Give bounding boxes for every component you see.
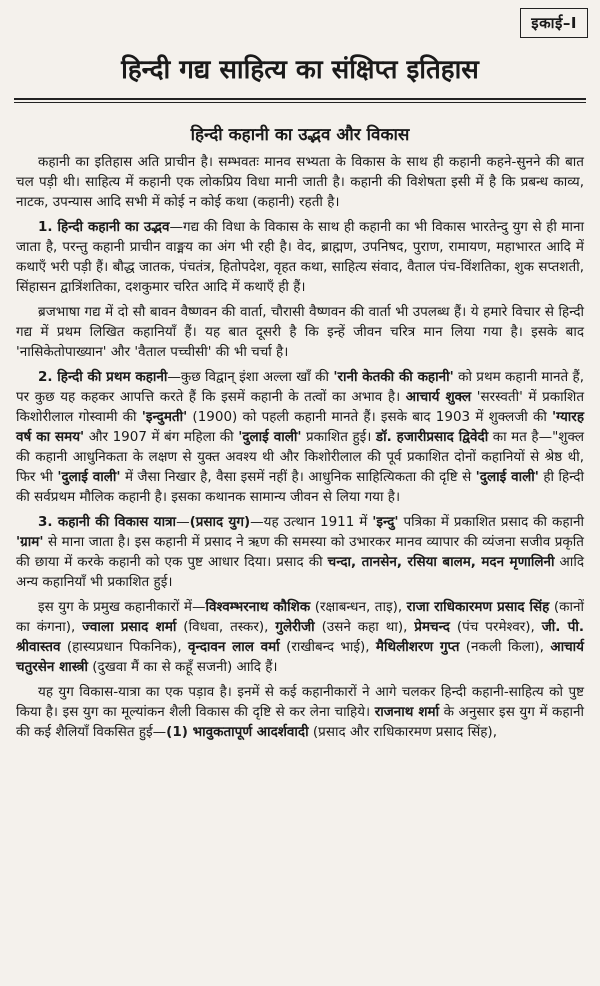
text: — [176, 514, 190, 530]
title-rule [14, 98, 586, 100]
text: (प्रसाद और राधिकारमण प्रसाद सिंह), [308, 724, 497, 740]
emph: 'दुलाई वाली' [57, 469, 121, 485]
emph: गुलेरीजी [275, 619, 315, 635]
paragraph-evaluation [16, 682, 584, 742]
text: का मत है—"शुक्ल की कहानी आधुनिकता के लक्षण से युक्त अवश्य थी और किशोरीलाल की पूर्व प्रकाशित दोनों कहानियों से श्रेष्ठ थी, फिर भी [16, 429, 584, 485]
text: (पंच परमेश्वर), [449, 619, 542, 635]
text: (रक्षाबन्धन, ताइ), [310, 599, 407, 615]
text: ही हिन्दी की सर्वप्रथम मौलिक कहानी है। इसका कथानक सामान्य जीवन से लिया गया है। [16, 469, 584, 505]
text: और 1907 में बंग महिला की [84, 429, 239, 445]
emph: राजा राधिकारमण प्रसाद सिंह [406, 599, 550, 615]
paragraph-authors [16, 597, 584, 677]
paragraph-origin [16, 217, 584, 297]
text: (नकली किला), [459, 639, 551, 655]
emph: डॉ. हजारीप्रसाद द्विवेदी [375, 429, 489, 445]
text: (उसने कहा था), [314, 619, 415, 635]
text: (राखीबन्द भाई), [279, 639, 376, 655]
emph: 'ग्यारह वर्ष का समय' [16, 409, 584, 445]
text: (1900) को पहली कहानी मानते हैं। इसके बाद 1903 में शुक्लजी की [187, 409, 553, 425]
emph: जी. पी. श्रीवास्तव [16, 619, 584, 655]
text: —कुछ विद्वान् इंशा अल्ला खाँ की [167, 369, 334, 385]
emph: राजनाथ शर्मा [374, 704, 440, 720]
emph: आचार्य शुक्ल [405, 389, 472, 405]
paragraph-braj: ब्रजभाषा गद्य में दो सौ बावन वैष्णवन की वार्ता, चौरासी वैष्णवन की वार्ता भी उपलब्ध हैं। ये हमारे विचार से हिन्दी गद्य में प्रथम लिखित कहानियाँ हैं। यह बात दूसरी है कि इन्हें जीवन चरित्र मान लिया गया है। इसके बाद 'नासिकेतोपाख्यान' और 'वैताल पच्चीसी' की भी चर्चा है। [16, 304, 584, 360]
subheading-first-story: 2. हिन्दी की प्रथम कहानी [38, 369, 168, 385]
text: प्रकाशित हुई। [301, 429, 376, 445]
section-title: हिन्दी कहानी का उद्भव और विकास [190, 125, 410, 145]
text: (हास्यप्रधान पिकनिक), [60, 639, 189, 655]
emph: वृन्दावन लाल वर्मा [188, 639, 280, 655]
text: (विधवा, तस्कर), [176, 619, 276, 635]
text: —यह उत्थान 1911 में [250, 514, 373, 530]
paragraph-development [16, 512, 584, 592]
text: (दुखवा मैं का से कहूँ सजनी) आदि हैं। [87, 659, 278, 675]
emph: आचार्य चतुरसेन शास्त्री [16, 639, 585, 675]
paragraph-intro: कहानी का इतिहास अति प्राचीन है। सम्भवतः मानव सभ्यता के विकास के साथ ही कहानी कहने-सुनने की बात चल पड़ी थी। साहित्य में कहानी एक लोकप्रिय विधा मानी जाती है। कहानी की विशेषता इसी में है कि प्रबन्ध काव्य, नाटक, उपन्यास आदि सभी में कोई न कोई कथा (कहानी) रहती है। [16, 154, 584, 210]
unit-label: इकाई–I [520, 8, 588, 38]
text: इस युग के प्रमुख कहानीकारों में— [38, 599, 206, 615]
emph: ज्वाला प्रसाद शर्मा [82, 619, 177, 635]
emph: मैथिलीशरण गुप्त [375, 639, 460, 655]
text: पत्रिका में प्रकाशित प्रसाद की कहानी [398, 514, 584, 530]
subheading-origin: 1. हिन्दी कहानी का उद्भव [38, 219, 170, 235]
text: के अनुसार इस युग में कहानी की कई शैलियाँ विकसित हुई— [16, 704, 584, 740]
text: को प्रथम कहानी मानते हैं, पर कुछ यह कहकर आपत्ति करते हैं कि इसमें कहानी के तत्वों का अभाव है। [16, 369, 584, 405]
emph: प्रेमचन्द [414, 619, 450, 635]
emph: 'इन्दुमती' [141, 409, 188, 425]
emph: 'ग्राम' [16, 534, 44, 550]
text: में जैसा निखार है, वैसा इसमें नहीं है। आधुनिक साहित्यिकता की दृष्टि से [120, 469, 476, 485]
emph: 'रानी केतकी की कहानी' [333, 369, 454, 385]
emph: 'दुलाई वाली' [238, 429, 302, 445]
emph: (प्रसाद युग) [189, 514, 251, 530]
text: से माना जाता है। इस कहानी में प्रसाद ने ऋण की समस्या को उभारकर मानव व्यापार की व्यंजना सजीव प्रकृति की छाया में करके कहानी को एक पुष्ट आधार दिया। प्रसाद की [16, 534, 584, 570]
text: आदि अन्य कहानियाँ भी प्रकाशित हुई। [16, 554, 584, 590]
title-rule-thin [14, 102, 586, 103]
emph: (1) भावुकतापूर्ण आदर्शवादी [166, 724, 309, 740]
paragraph-first-story [16, 367, 584, 507]
text: 'सरस्वती' में प्रकाशित किशोरीलाल गोस्वामी की [16, 389, 585, 425]
text: यह युग विकास-यात्रा का एक पड़ाव है। इनमें से कई कहानीकारों ने आगे चलकर हिन्दी कहानी-साहित्य को पुष्ट किया है। इस युग का मूल्यांकन शैली विकास की दृष्टि से कर लेना चाहिये। [16, 684, 584, 720]
text: —गद्य की विधा के विकास के साथ ही कहानी का भी विकास भारतेन्दु युग से ही माना जाता है, परन्तु कहानी प्राचीन वाङ्मय का अंग भी रही है। वेद, ब्राह्मण, उपनिषद, पुराण, रामायण, महाभारत आदि में कथाएँ भरी पड़ी हैं। बौद्ध जातक, पंचतंत्र, हितोपदेश, वृहत कथा, साहित्य संवाद, वैताल पंच-विंशतिका, शुक सप्तशती, सिंहासन द्वात्रिंशतिका, दशकुमार चरित आदि में कथाएँ ही हैं। [16, 219, 585, 295]
emph: 'इन्दु' [372, 514, 399, 530]
emph: 'दुलाई वाली' [475, 469, 539, 485]
body-text [16, 152, 584, 747]
text: (कानों का कंगना), [16, 599, 584, 635]
emph: विश्वम्भरनाथ कौशिक [205, 599, 311, 615]
emph: चन्दा, तानसेन, रसिया बालम, मदन मृणालिनी [327, 554, 555, 570]
subheading-development: 3. कहानी की विकास यात्रा [38, 514, 177, 530]
page-title: हिन्दी गद्य साहित्य का संक्षिप्त इतिहास [121, 55, 479, 85]
